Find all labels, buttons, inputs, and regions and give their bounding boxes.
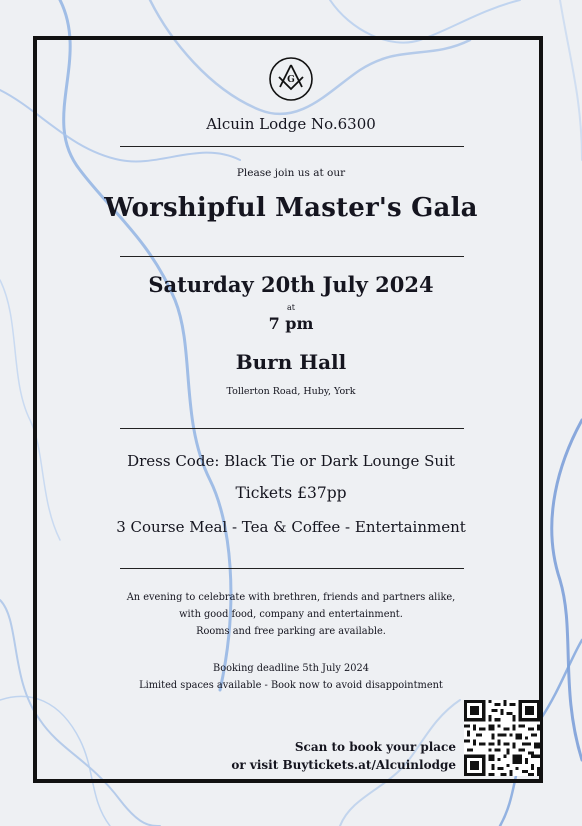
lodge-name: Alcuin Lodge No.6300 — [206, 115, 376, 133]
divider — [120, 146, 464, 147]
divider — [120, 568, 464, 569]
invitation-text: Please join us at our — [236, 167, 346, 179]
event-features: 3 Course Meal - Tea & Coffee - Entertainment — [116, 518, 466, 536]
divider — [120, 256, 464, 257]
description-line: An evening to celebrate with brethren, friends and partners alike, — [126, 592, 456, 603]
dress-code: Dress Code: Black Tie or Dark Lounge Suit — [127, 452, 455, 470]
event-time: 7 pm — [268, 314, 314, 333]
event-title: Worshipful Master's Gala — [104, 193, 478, 223]
event-description — [0, 589, 582, 640]
booking-notice: Limited spaces available - Book now to avoid disappointment — [139, 680, 443, 691]
booking-url[interactable]: or visit Buytickets.at/Alcuinlodge — [231, 758, 456, 772]
description-line: with good food, company and entertainment. — [179, 609, 403, 620]
event-date: Saturday 20th July 2024 — [148, 272, 434, 297]
booking-deadline: Booking deadline 5th July 2024 — [213, 663, 369, 674]
at-label: at — [287, 303, 295, 312]
description-line: Rooms and free parking are available. — [196, 626, 386, 637]
logo-letter: G — [287, 75, 295, 85]
venue-name: Burn Hall — [235, 350, 347, 374]
booking-info — [0, 660, 582, 694]
qr-code-icon[interactable] — [464, 700, 540, 776]
ticket-price: Tickets £37pp — [235, 484, 347, 502]
scan-text: Scan to book your place — [294, 740, 456, 754]
divider — [120, 428, 464, 429]
square-and-compasses-icon — [268, 56, 314, 102]
venue-address: Tollerton Road, Huby, York — [226, 386, 356, 397]
booking-call-to-action — [231, 738, 456, 774]
